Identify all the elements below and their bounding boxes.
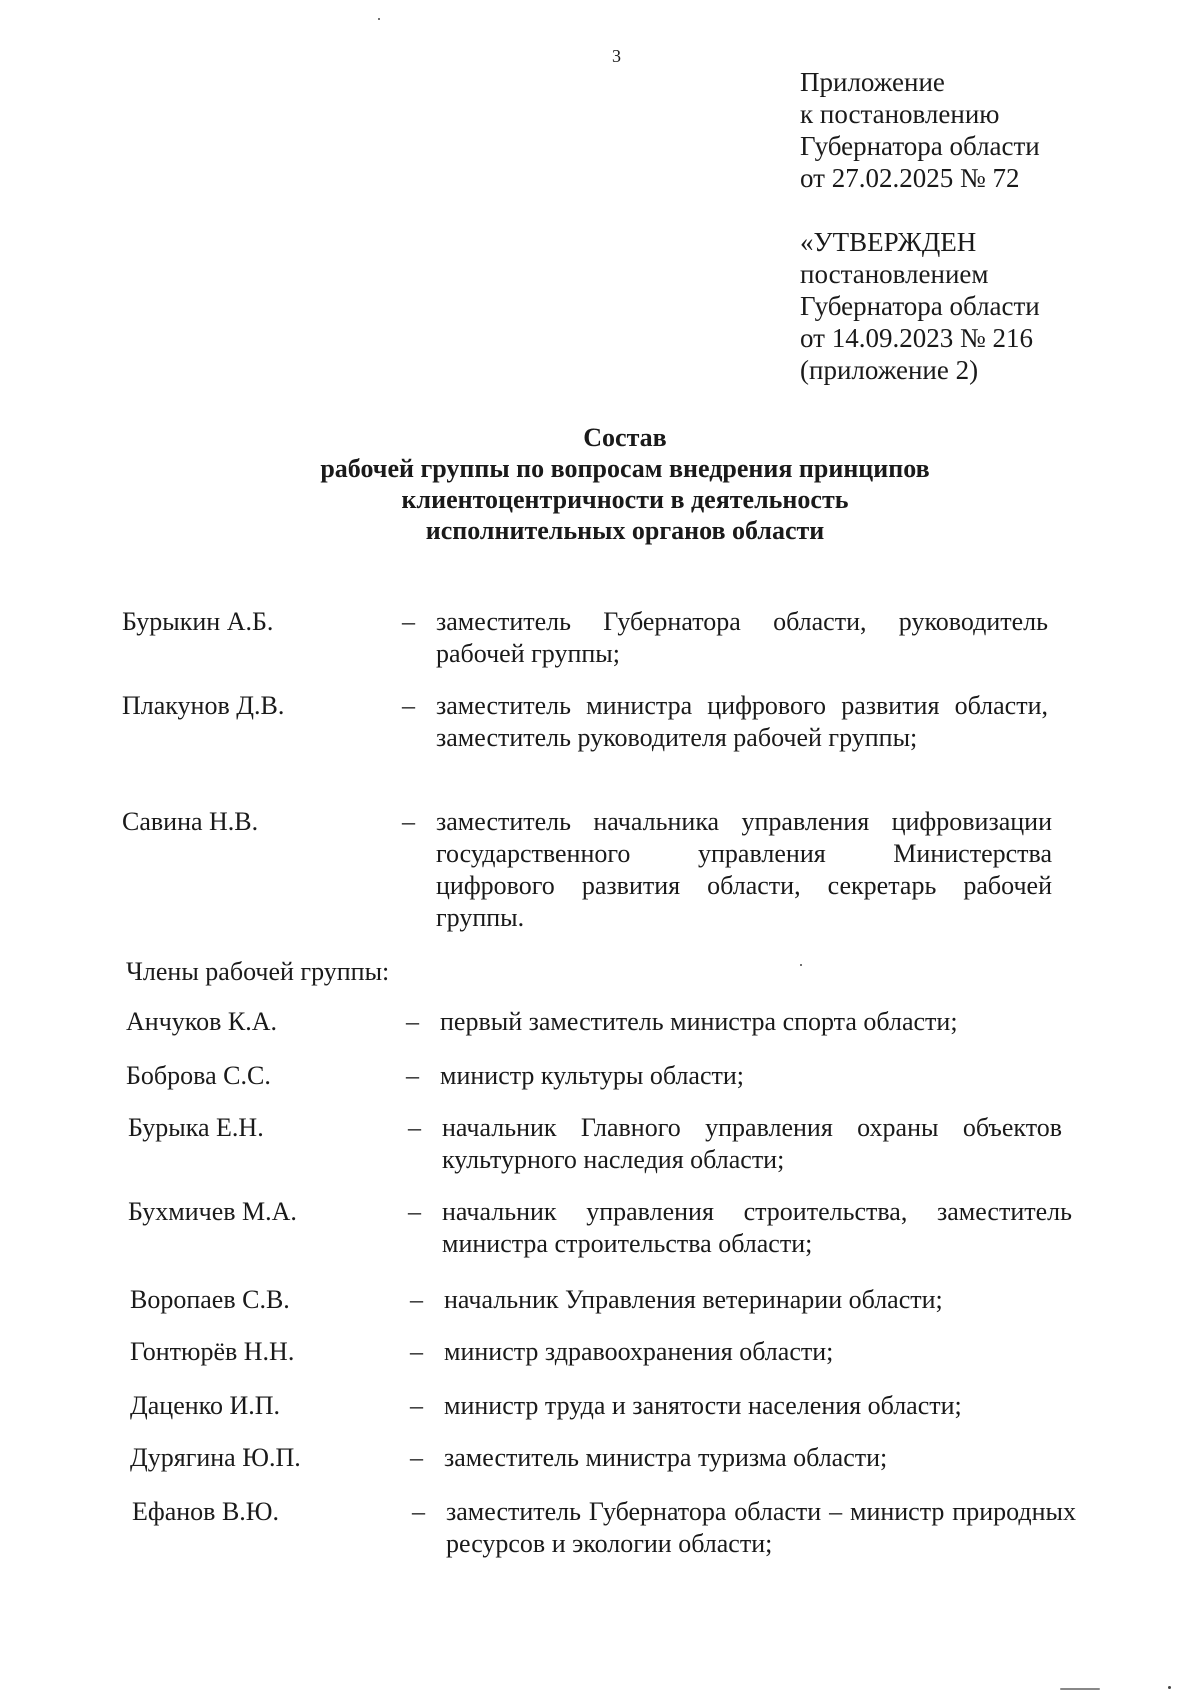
dash: – — [410, 1285, 423, 1314]
members-heading: Члены рабочей группы: — [126, 957, 390, 986]
member-name: Дурягина Ю.П. — [130, 1443, 301, 1472]
dash: – — [410, 1391, 423, 1420]
annex-line: к постановлению — [800, 99, 1000, 129]
dash: – — [408, 1113, 421, 1142]
approved-line: Губернатора области — [800, 291, 1040, 321]
member-row — [126, 1060, 1060, 1092]
member-name: Бухмичев М.А. — [128, 1197, 297, 1226]
member-row — [128, 1112, 1062, 1176]
member-role: заместитель министра туризма области; — [444, 1443, 888, 1472]
document-title — [200, 422, 1050, 546]
title-line: Состав — [583, 423, 667, 452]
member-row — [130, 1284, 1064, 1316]
dash: – — [410, 1337, 423, 1366]
member-role: заместитель министра цифрового развития области, заместитель руководителя рабочей группы; — [436, 691, 1048, 752]
approved-line: «УТВЕРЖДЕН — [800, 227, 977, 257]
dash: – — [402, 691, 415, 720]
member-row — [122, 606, 1048, 670]
approved-line: (приложение 2) — [800, 355, 979, 385]
scan-speck — [1168, 1686, 1171, 1689]
approval-stamp-text — [800, 226, 1040, 386]
page-number: 3 — [612, 46, 621, 66]
member-row — [128, 1196, 1072, 1260]
scan-speck — [378, 18, 380, 20]
dash: – — [410, 1443, 423, 1472]
member-name: Плакунов Д.В. — [122, 691, 285, 720]
member-name: Боброва С.С. — [126, 1061, 271, 1090]
member-row — [130, 1390, 1064, 1422]
scan-speck — [1060, 1688, 1100, 1690]
member-name: Воропаев С.В. — [130, 1285, 290, 1314]
member-row — [130, 1336, 1064, 1368]
member-name: Даценко И.П. — [130, 1391, 281, 1420]
member-role: начальник Управления ветеринарии области; — [444, 1285, 943, 1314]
dash: – — [402, 607, 415, 636]
title-line: рабочей группы по вопросам внедрения принципов — [320, 454, 930, 483]
member-name: Бурыкин А.Б. — [122, 607, 274, 636]
annex-header — [800, 66, 1040, 194]
member-row — [132, 1496, 1076, 1560]
member-role: заместитель Губернатора области – министр природных ресурсов и экологии области; — [446, 1497, 1076, 1558]
member-role: министр здравоохранения области; — [444, 1337, 834, 1366]
title-line: клиентоцентричности в деятельность — [401, 485, 849, 514]
member-role: начальник управления строительства, заместитель министра строительства области; — [442, 1197, 1072, 1258]
member-role: заместитель Губернатора области, руководитель рабочей группы; — [436, 607, 1048, 668]
member-row — [122, 806, 1052, 934]
member-row — [126, 1006, 1060, 1038]
dash: – — [406, 1007, 419, 1036]
approved-line: от 14.09.2023 № 216 — [800, 323, 1033, 353]
dash: – — [412, 1497, 425, 1526]
dash: – — [402, 807, 415, 836]
member-name: Ефанов В.Ю. — [132, 1497, 280, 1526]
dash: – — [406, 1061, 419, 1090]
member-name: Бурыка Е.Н. — [128, 1113, 264, 1142]
member-name: Гонтюрёв Н.Н. — [130, 1337, 295, 1366]
member-role: министр культуры области; — [440, 1061, 745, 1090]
member-role: начальник Главного управления охраны объектов культурного наследия области; — [442, 1113, 1062, 1174]
member-name: Савина Н.В. — [122, 807, 259, 836]
scan-speck — [800, 964, 802, 966]
annex-line: Губернатора области — [800, 131, 1040, 161]
dash: – — [408, 1197, 421, 1226]
member-name: Анчуков К.А. — [126, 1007, 277, 1036]
title-line: исполнительных органов области — [425, 516, 825, 545]
member-role: первый заместитель министра спорта области; — [440, 1007, 958, 1036]
approved-line: постановлением — [800, 259, 989, 289]
member-row — [122, 690, 1048, 754]
member-row — [130, 1442, 1064, 1474]
member-role: заместитель начальника управления цифровизации государственного управления Министерства цифрового развития области, секретарь рабочей группы. — [436, 807, 1052, 932]
member-role: министр труда и занятости населения области; — [444, 1391, 962, 1420]
annex-line: от 27.02.2025 № 72 — [800, 163, 1020, 193]
annex-line: Приложение — [800, 67, 945, 97]
